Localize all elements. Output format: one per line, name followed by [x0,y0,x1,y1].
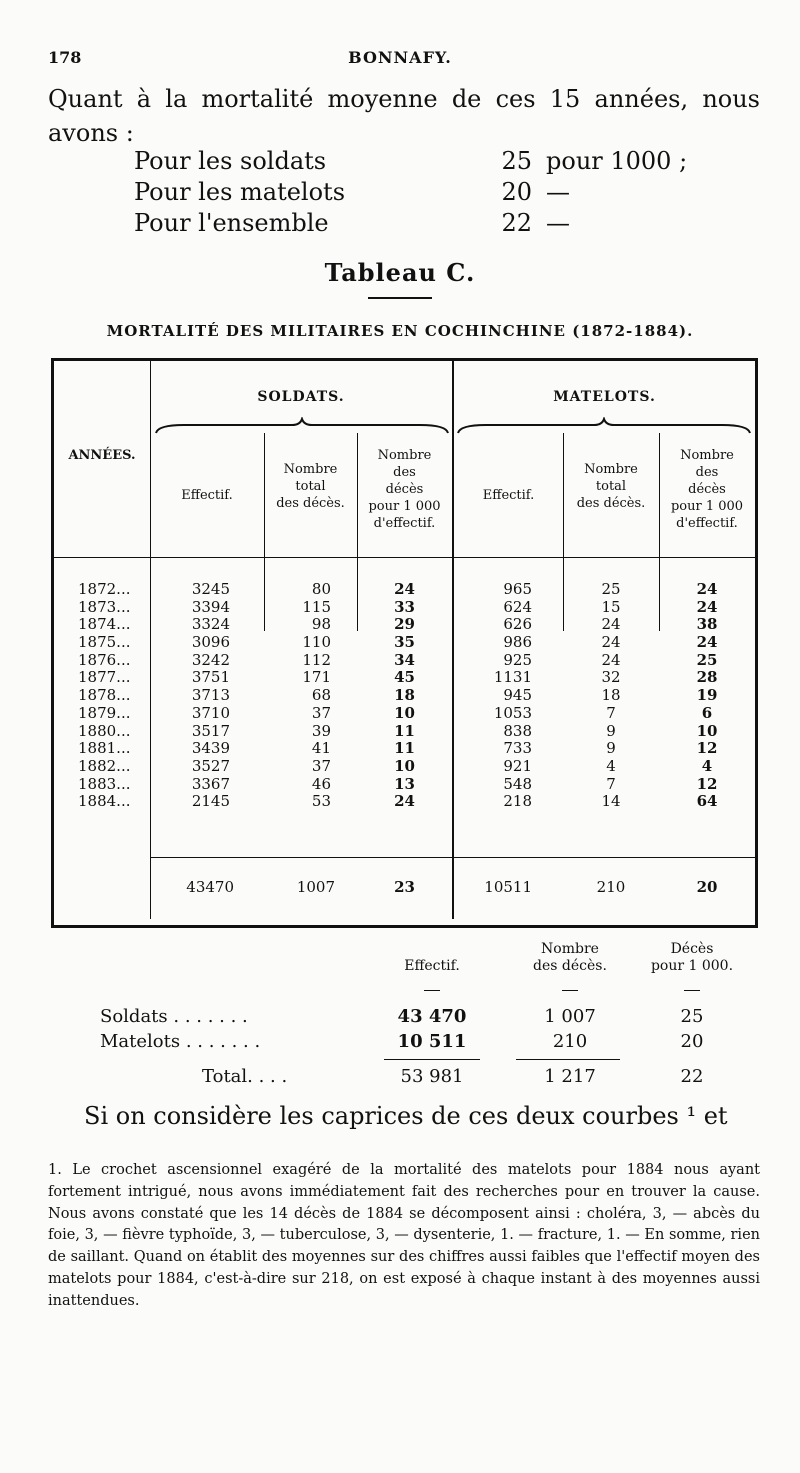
cell-m-dec: 18 [601,686,621,705]
cell-s-rate: 10 [394,703,415,722]
mortality-rates [134,146,687,239]
cell-s-dec: 112 [302,650,331,669]
cell-year: 1884... [78,792,131,811]
body-paragraph: Si on considère les caprices de ces deux courbes ¹ et [84,1102,728,1130]
header-rule [54,557,755,558]
cell-s-dec: 68 [311,686,331,705]
header-line: des [695,465,719,480]
total-soldats-effectif: 43470 [186,878,234,896]
summary-total-rate: 22 [680,1066,704,1087]
page-number: 178 [48,48,82,67]
cell-year: 1880... [78,721,131,740]
rate-unit: — [546,209,570,237]
cell-year: 1876... [78,650,131,669]
cell-s-eff: 3439 [191,739,230,758]
summary-label: Soldats . . . . . . . [100,1006,248,1027]
cell-year: 1874... [78,615,131,634]
header-line: Nombre [541,941,599,957]
column-matelots-deces [563,581,659,811]
cell-s-eff: 3367 [191,774,230,793]
cell-m-rate: 24 [696,597,718,616]
rate-label: Pour l'ensemble [134,209,329,237]
cell-s-rate: 24 [394,792,415,811]
group-header-soldats: SOLDATS. [257,389,345,405]
rate-value: 25 [501,147,532,175]
cell-s-dec: 110 [302,633,331,652]
header-rate-soldats [357,447,452,532]
cell-s-eff: 3517 [191,721,230,740]
summary-dash [562,990,578,991]
rate-label: Pour les matelots [134,178,346,206]
header-line: des décès. [576,496,646,511]
cell-s-rate: 29 [394,615,415,634]
cell-s-dec: 115 [302,597,331,616]
cell-year: 1879... [78,703,131,722]
cell-s-eff: 3245 [191,580,230,598]
summary-label: Matelots . . . . . . . [100,1031,261,1052]
column-matelots-rate [659,581,755,811]
col-divider [452,361,454,919]
cell-m-eff: 965 [503,580,532,598]
rate-label: Pour les soldats [134,147,327,175]
cell-year: 1878... [78,686,131,705]
header-line: décès [688,482,726,497]
header-line: d'effectif. [676,516,738,531]
running-head: BONNAFY. [348,48,452,67]
summary-sum-rule [516,1059,620,1060]
cell-year: 1881... [78,739,131,758]
cell-m-dec: 9 [606,721,616,740]
cell-s-dec: 53 [311,792,331,811]
summary-deces: 1 007 [544,1006,596,1027]
cell-year: 1883... [78,774,131,793]
summary-dash [684,990,700,991]
cell-s-eff: 3324 [191,615,230,634]
summary-total-label: Total. . . . [202,1066,288,1087]
column-soldats-rate [357,581,452,811]
cell-m-dec: 7 [606,774,616,793]
rate-value: 20 [501,178,532,206]
cell-s-rate: 24 [394,580,415,598]
cell-m-eff: 624 [503,597,532,616]
header-line: des [393,465,416,480]
cell-m-eff: 1131 [493,668,532,687]
header-line: total [595,479,627,494]
cell-s-dec: 171 [302,668,331,687]
cell-m-dec: 7 [606,703,616,722]
cell-m-eff: 218 [503,792,532,811]
cell-s-rate: 45 [394,668,415,687]
cell-s-rate: 13 [394,774,415,793]
header-annees: ANNÉES. [68,448,136,463]
col-divider [150,361,151,919]
cell-m-rate: 10 [696,721,718,740]
table-title: Tableau C. [324,258,476,287]
summary-header-deces [518,941,622,975]
header-deces-soldats [264,461,357,512]
header-line: Nombre [680,448,734,463]
cell-m-rate: 24 [696,580,718,598]
column-years [78,581,150,811]
cell-s-eff: 2145 [191,792,230,811]
cell-m-rate: 38 [696,615,718,634]
cell-m-rate: 12 [696,774,718,793]
cell-m-rate: 4 [701,756,713,775]
header-effectif-soldats: Effectif. [181,488,233,503]
cell-m-dec: 9 [606,739,616,758]
rate-unit: — [546,178,570,206]
total-soldats-deces: 1007 [296,878,335,896]
cell-m-eff: 1053 [493,703,532,722]
header-effectif-matelots: Effectif. [482,488,535,503]
cell-m-rate: 6 [701,703,713,722]
cell-s-dec: 37 [311,756,331,775]
cell-s-eff: 3394 [191,597,230,616]
table-subtitle: MORTALITÉ DES MILITAIRES EN COCHINCHINE (1872-1884). [106,322,694,340]
mortality-table [51,358,758,928]
cell-s-rate: 18 [394,686,415,705]
summary-deces: 210 [552,1031,588,1052]
cell-year: 1875... [78,633,131,652]
title-rule [368,297,432,299]
cell-s-rate: 35 [394,633,415,652]
cell-s-dec: 80 [311,580,331,598]
total-matelots-effectif: 10511 [484,878,532,896]
cell-s-eff: 3527 [191,756,230,775]
cell-m-eff: 921 [503,756,532,775]
cell-year: 1873... [78,597,131,616]
cell-s-eff: 3096 [191,633,230,652]
cell-year: 1882... [78,756,131,775]
summary-rate: 25 [680,1006,704,1027]
cell-s-eff: 3242 [191,650,230,669]
cell-s-rate: 34 [394,650,415,669]
header-line: des décès. [533,958,607,974]
cell-year: 1872... [78,580,131,598]
cell-m-dec: 14 [601,792,621,811]
group-header-matelots: MATELOTS. [553,389,656,405]
cell-s-dec: 39 [311,721,331,740]
cell-m-rate: 19 [696,686,718,705]
summary-header-effectif: Effectif. [404,958,460,974]
rate-row [134,208,687,239]
header-deces-matelots [563,461,659,512]
summary-sum-rule [384,1059,480,1060]
header-line: d'effectif. [373,516,436,531]
summary-effectif: 43 470 [397,1006,467,1027]
header-line: pour 1 000. [650,958,734,974]
rate-value: 22 [501,209,532,237]
column-soldats-deces [269,581,331,811]
cell-m-dec: 15 [601,597,621,616]
cell-s-dec: 46 [311,774,331,793]
cell-m-dec: 25 [601,580,621,598]
cell-m-eff: 838 [503,721,532,740]
cell-s-eff: 3713 [191,686,230,705]
cell-s-eff: 3751 [191,668,230,687]
summary-rate: 20 [680,1031,704,1052]
summary-total-effectif: 53 981 [400,1066,464,1087]
cell-m-rate: 24 [696,633,718,652]
cell-m-dec: 24 [601,615,621,634]
cell-m-eff: 626 [503,615,532,634]
column-matelots-effectif [464,581,532,811]
header-line: pour 1 000 [670,499,744,514]
cell-s-rate: 11 [394,721,415,740]
header-line: décès [385,482,424,497]
summary-total-deces: 1 217 [544,1066,596,1087]
cell-m-eff: 986 [503,633,532,652]
header-line: Nombre [584,462,638,477]
cell-m-dec: 24 [601,650,621,669]
cell-m-eff: 945 [503,686,532,705]
total-matelots-deces: 210 [596,878,626,896]
cell-s-dec: 41 [311,739,331,758]
cell-m-rate: 64 [696,792,718,811]
header-line: Nombre [283,462,338,477]
cell-s-eff: 3710 [191,703,230,722]
cell-m-dec: 24 [601,633,621,652]
header-rate-matelots [659,447,755,532]
cell-m-rate: 12 [696,739,718,758]
total-soldats-rate: 23 [394,878,415,896]
cell-m-eff: 925 [503,650,532,669]
column-soldats-effectif [164,581,230,811]
totals-rule [150,857,755,858]
footnote: 1. Le crochet ascensionnel exagéré de la mortalité des matelots pour 1884 nous ayant fortement intrigué, nous avons immédiatement fait des recherches pour en trouver la cause. Nous avons constaté que les 14 décès de 1884 se décomposent ainsi : choléra, 3, — abcès du foie, 3, — fièvre typhoïde, 3, — tuberculose, 3, — dysenterie, 1. — fracture, 1. — En somme, rien de saillant. Quand on établit des moyennes sur des chiffres aussi faibles que l'effectif moyen des matelots pour 1884, c'est-à-dire sur 218, on est exposé à chaque instant à des moyennes aussi inattendues. [48,1162,760,1309]
rate-row [134,146,687,177]
total-matelots-rate: 20 [696,878,718,896]
header-line: total [295,479,326,494]
brace-soldats [154,417,449,437]
cell-s-dec: 37 [311,703,331,722]
cell-s-rate: 11 [394,739,415,758]
header-line: Nombre [377,448,432,463]
summary-header-rate [640,941,744,975]
summary-effectif: 10 511 [397,1031,467,1052]
cell-m-rate: 28 [696,668,718,687]
cell-m-rate: 25 [696,650,718,669]
cell-m-dec: 32 [601,668,621,687]
rate-row [134,177,687,208]
header-line: pour 1 000 [368,499,441,514]
cell-m-dec: 4 [606,756,616,775]
header-line: des décès. [276,496,345,511]
rate-unit: pour 1000 ; [546,147,688,175]
cell-s-rate: 33 [394,597,415,616]
cell-m-eff: 548 [503,774,532,793]
cell-s-rate: 10 [394,756,415,775]
intro-paragraph: Quant à la mortalité moyenne de ces 15 années, nous avons : [48,85,760,147]
header-line: Décès [670,941,714,957]
summary-dash [424,990,440,991]
cell-s-dec: 98 [311,615,331,634]
cell-m-eff: 733 [503,739,532,758]
cell-year: 1877... [78,668,131,687]
brace-matelots [456,417,752,437]
